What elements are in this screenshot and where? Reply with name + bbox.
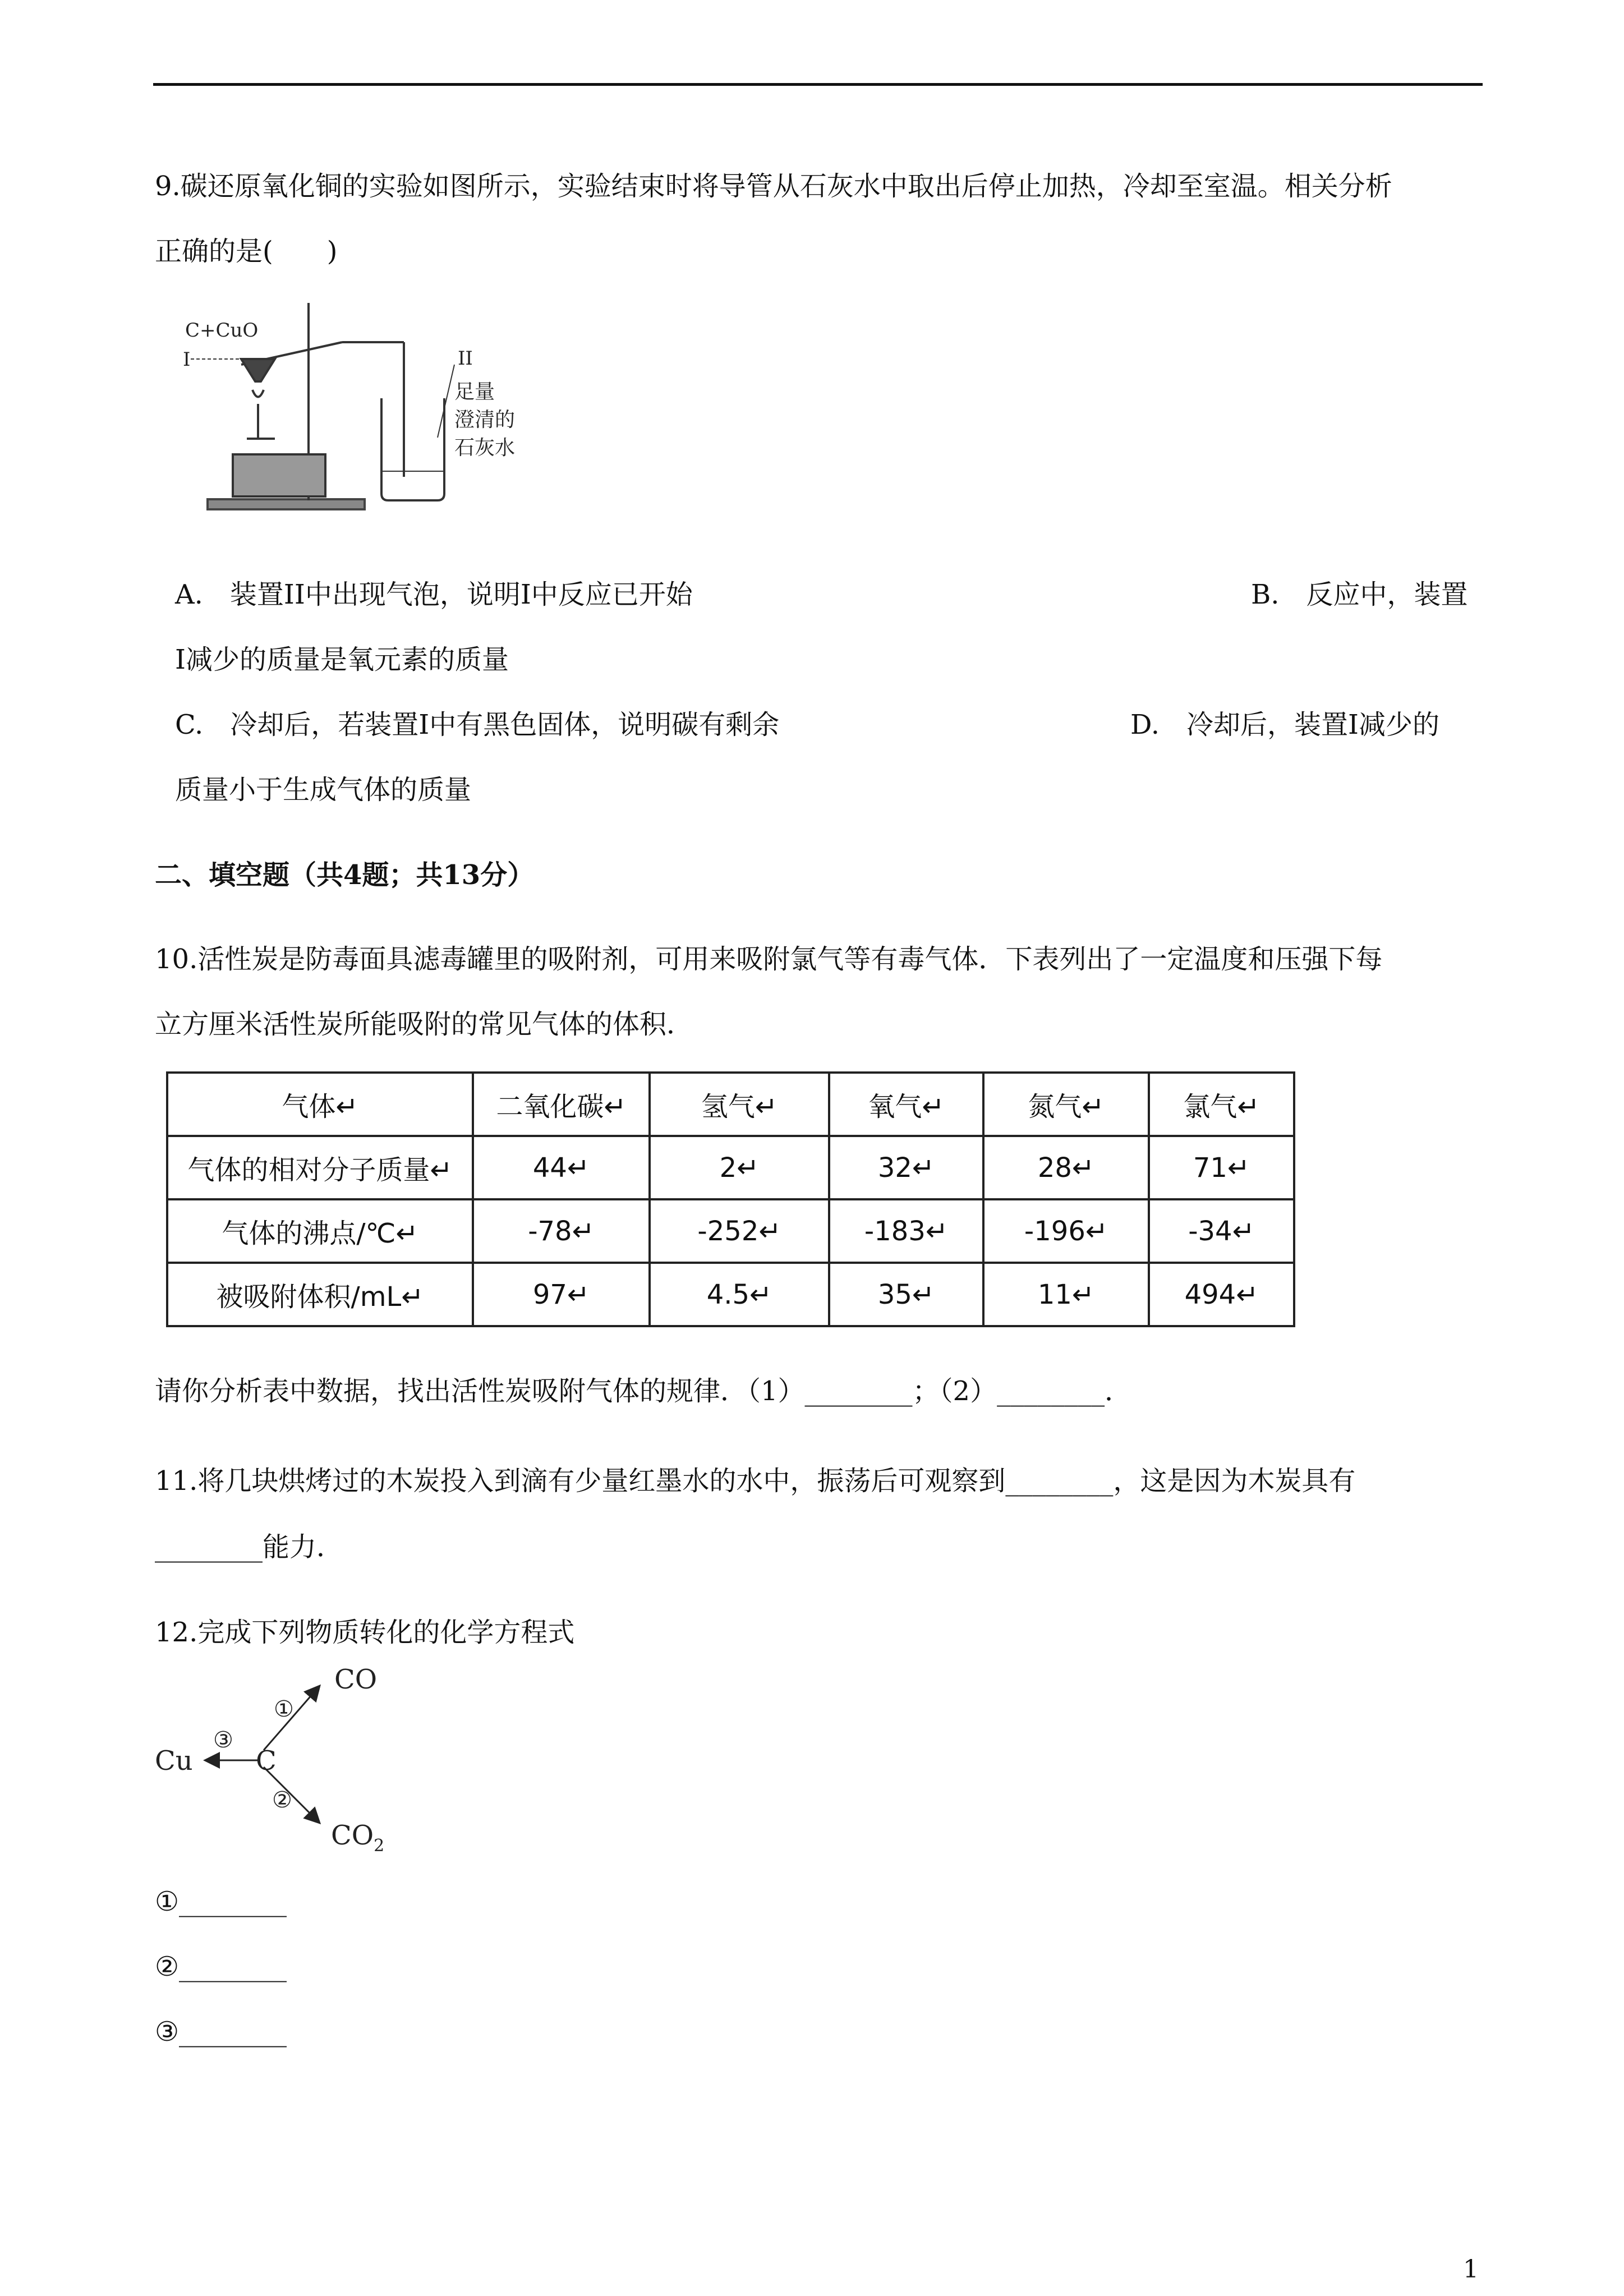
q9-option-c: C. 冷却后，若装置I中有黑色固体，说明碳有剩余 bbox=[175, 709, 780, 740]
table-row bbox=[167, 1263, 1294, 1326]
table-cell: 44↵ bbox=[473, 1136, 650, 1199]
q12-blank-1: ①________ bbox=[155, 1886, 287, 1917]
q9-label-II: II bbox=[458, 347, 473, 370]
diagram-co: CO bbox=[334, 1664, 378, 1695]
table-cell: 494↵ bbox=[1149, 1263, 1294, 1326]
table-header-cell: 氯气↵ bbox=[1149, 1073, 1294, 1136]
q9-stem-line2: 正确的是( ) bbox=[155, 236, 338, 267]
table-cell: 气体的相对分子质量↵ bbox=[167, 1136, 473, 1199]
q10-stem-line1: 10.活性炭是防毒面具滤毒罐里的吸附剂，可用来吸附氯气等有毒气体．下表列出了一定温度和压强下每 bbox=[155, 944, 1383, 975]
table-header-cell: 氮气↵ bbox=[983, 1073, 1149, 1136]
table-header-row bbox=[167, 1073, 1294, 1136]
q12-conversion-diagram bbox=[151, 1660, 410, 1862]
q12-blank-3: ③________ bbox=[155, 2016, 287, 2047]
table-cell: 4.5↵ bbox=[650, 1263, 829, 1326]
gas-adsorption-table bbox=[166, 1071, 1295, 1327]
q9-stem-line1: 9.碳还原氧化铜的实验如图所示，实验结束时将导管从石灰水中取出后停止加热，冷却至室温。相关分析 bbox=[155, 171, 1392, 202]
diagram-co2: $CO_2$ bbox=[331, 1820, 385, 1856]
diagram-center-c: C bbox=[256, 1745, 277, 1777]
diagram-num-3: ③ bbox=[213, 1727, 233, 1753]
q9-beaker-text-1: 足量 bbox=[454, 380, 495, 403]
table-cell: 97↵ bbox=[473, 1263, 650, 1326]
table-cell: -196↵ bbox=[983, 1199, 1149, 1263]
q9-beaker-text-3: 石灰水 bbox=[454, 436, 516, 459]
diagram-num-2: ② bbox=[272, 1787, 292, 1813]
table-row bbox=[167, 1136, 1294, 1199]
q11-line1: 11.将几块烘烤过的木炭投入到滴有少量红墨水的水中，振荡后可观察到________，这是因为木炭具有 bbox=[155, 1465, 1356, 1497]
q9-option-b-line2: I减少的质量是氧元素的质量 bbox=[175, 644, 509, 675]
q12-stem: 12.完成下列物质转化的化学方程式 bbox=[155, 1617, 575, 1648]
table-cell: 被吸附体积/mL↵ bbox=[167, 1263, 473, 1326]
diagram-num-1: ① bbox=[274, 1696, 294, 1722]
q12-blank-2: ②________ bbox=[155, 1951, 287, 1982]
table-row bbox=[167, 1199, 1294, 1263]
table-cell: 32↵ bbox=[829, 1136, 983, 1199]
section-title: 二、填空题（共4题；共13分） bbox=[155, 859, 535, 891]
q9-option-d-line2: 质量小于生成气体的质量 bbox=[175, 774, 472, 806]
q9-beaker-text-2: 澄清的 bbox=[454, 408, 516, 431]
table-cell: -34↵ bbox=[1149, 1199, 1294, 1263]
q11-line2: ________能力． bbox=[155, 1531, 344, 1563]
q9-option-b-line1: B. 反应中，装置 bbox=[1251, 579, 1468, 610]
table-header-cell: 气体↵ bbox=[167, 1073, 473, 1136]
table-cell: 28↵ bbox=[983, 1136, 1149, 1199]
q9-option-d-line1: D. 冷却后，装置I减少的 bbox=[1130, 709, 1439, 740]
table-cell: 气体的沸点/℃↵ bbox=[167, 1199, 473, 1263]
q9-apparatus-figure bbox=[180, 292, 539, 516]
header-rule bbox=[153, 83, 1483, 86]
page-number: 1 bbox=[1463, 2255, 1479, 2284]
table-cell: 71↵ bbox=[1149, 1136, 1294, 1199]
table-cell: -252↵ bbox=[650, 1199, 829, 1263]
table-cell: 11↵ bbox=[983, 1263, 1149, 1326]
diagram-cu: Cu bbox=[155, 1745, 193, 1777]
q10-question: 请你分析表中数据，找出活性炭吸附气体的规律．（1）________；（2）________． bbox=[155, 1375, 1132, 1407]
q9-label-I: I bbox=[183, 348, 191, 371]
table-cell: 2↵ bbox=[650, 1136, 829, 1199]
table-header-cell: 氧气↵ bbox=[829, 1073, 983, 1136]
q9-option-a: A. 装置II中出现气泡，说明I中反应已开始 bbox=[175, 579, 693, 610]
table-cell: 35↵ bbox=[829, 1263, 983, 1326]
table-cell: -183↵ bbox=[829, 1199, 983, 1263]
q9-reactants-label: C+CuO bbox=[185, 319, 259, 342]
table-header-cell: 氢气↵ bbox=[650, 1073, 829, 1136]
q10-stem-line2: 立方厘米活性炭所能吸附的常见气体的体积． bbox=[155, 1009, 694, 1040]
table-cell: -78↵ bbox=[473, 1199, 650, 1263]
table-header-cell: 二氧化碳↵ bbox=[473, 1073, 650, 1136]
